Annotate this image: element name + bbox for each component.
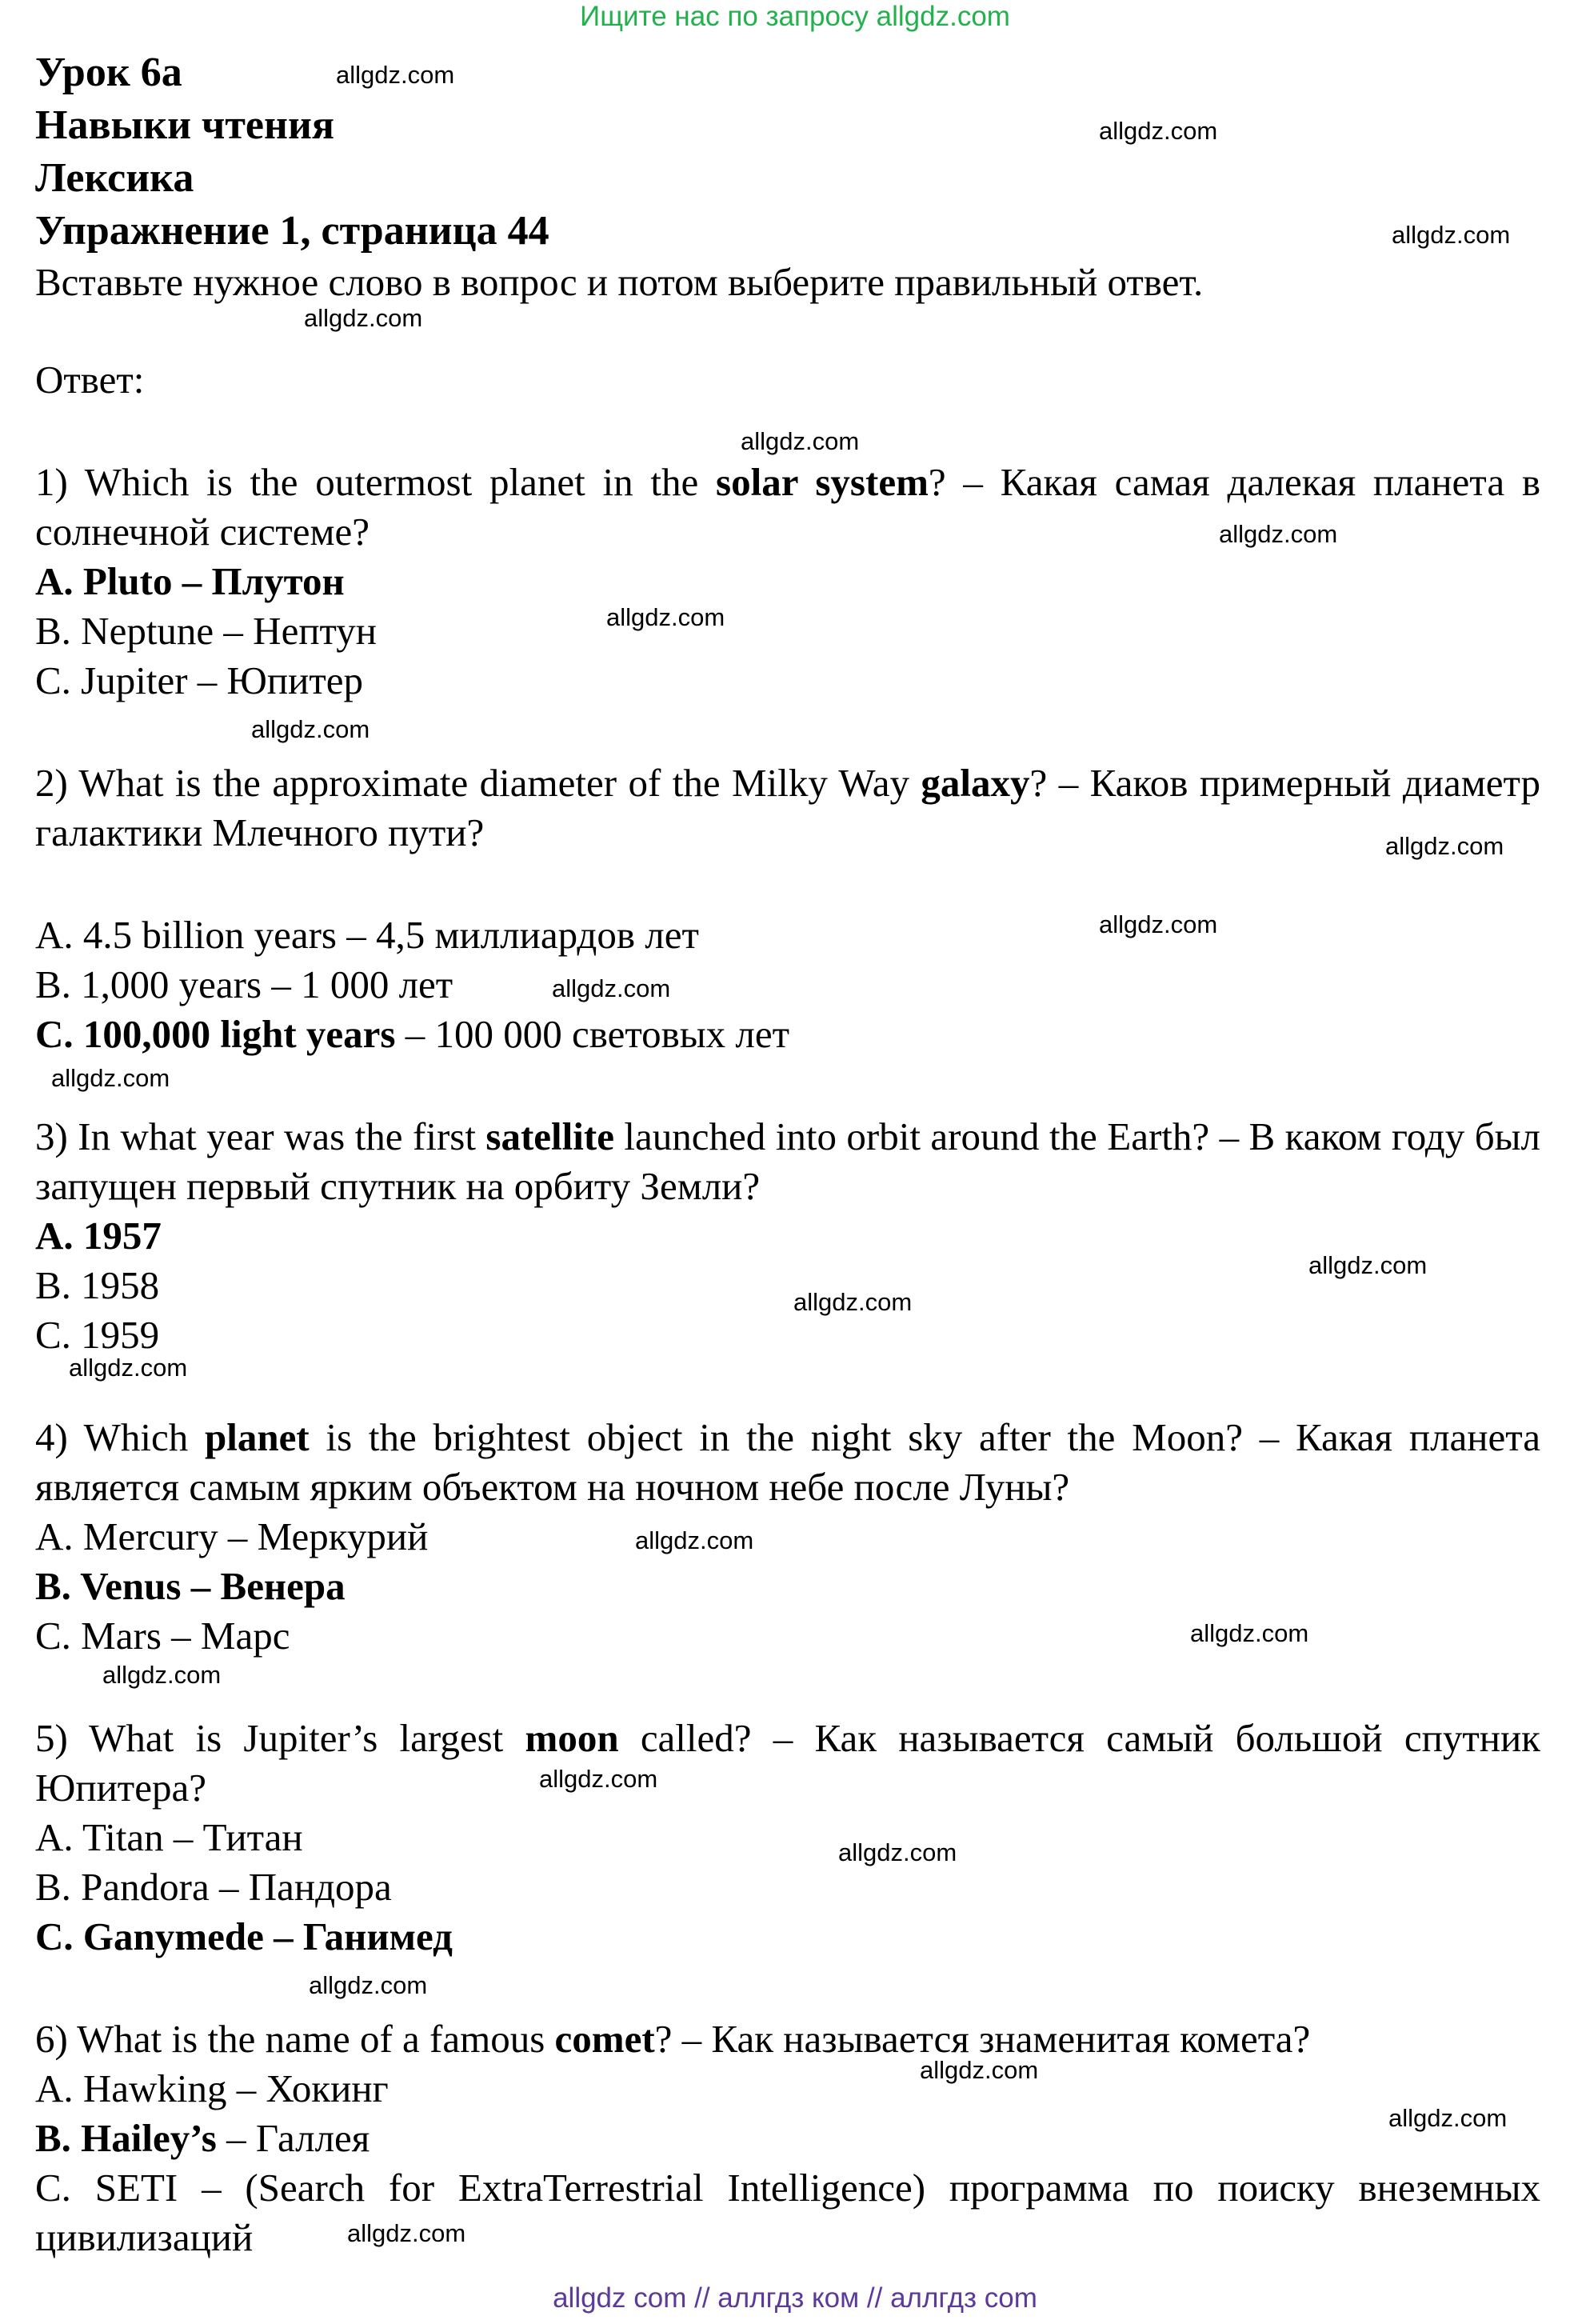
watermark: allgdz.com xyxy=(1099,910,1218,938)
answer-option: B. Hailey’s – Галлея xyxy=(35,2116,370,2160)
answer-label: Ответ: xyxy=(35,358,145,402)
question-block xyxy=(35,758,1540,1059)
question-text: 3) In what year was the first satellite launched into orbit around the Earth? – В каком году был запущен первый спутник на орбиту Земли? xyxy=(35,1114,1540,1208)
instruction: Вставьте нужное слово в вопрос и потом выберите правильный ответ. xyxy=(35,260,1204,304)
answer-option: A. Pluto – Плутон xyxy=(35,559,345,603)
watermark: allgdz.com xyxy=(69,1354,188,1382)
answer-option: C. Jupiter – Юпитер xyxy=(35,658,364,702)
vocab-word: satellite xyxy=(485,1114,614,1158)
watermark: allgdz.com xyxy=(635,1526,754,1554)
answer-option: C. SETI – (Search for ExtraTerrestrial Intelligence) программа по поиску внеземных цивилизаций xyxy=(35,2166,1540,2259)
question-text: 5) What is Jupiter’s largest moon called? – Как называется самый большой спутник Юпитера? xyxy=(35,1716,1540,1810)
answer-option: B. Venus – Венера xyxy=(35,1564,346,1608)
answer-option: C. 1959 xyxy=(35,1313,160,1357)
answer-option: B. 1,000 years – 1 000 лет xyxy=(35,962,453,1006)
question-block xyxy=(35,2014,1540,2262)
watermark: allgdz.com xyxy=(838,1838,957,1866)
answer-option: B. Neptune – Нептун xyxy=(35,609,378,653)
question-block xyxy=(35,1413,1540,1661)
watermark: allgdz.com xyxy=(336,61,455,89)
answer-option: C. Ganymede – Ганимед xyxy=(35,1914,453,1958)
vocab-word: galaxy xyxy=(921,761,1030,805)
question-text: 4) Which planet is the brightest object in the night sky after the Moon? – Какая планета является самым ярким объектом на ночном небе после Луны? xyxy=(35,1415,1540,1509)
answer-option: A. Titan – Титан xyxy=(35,1815,303,1859)
question-text: 1) Which is the outermost planet in the solar system? – Какая самая далекая планета в солнечной системе? xyxy=(35,460,1540,554)
watermark: allgdz.com xyxy=(309,1971,428,1999)
watermark: allgdz.com xyxy=(102,1661,222,1689)
section-title: Навыки чтения xyxy=(35,102,335,148)
lesson-title: Урок 6а xyxy=(35,50,182,95)
watermark: allgdz.com xyxy=(1308,1251,1428,1279)
question-block xyxy=(35,1112,1540,1360)
watermark: allgdz.com xyxy=(1099,117,1218,145)
vocab-word: solar system xyxy=(716,460,929,504)
watermark: allgdz.com xyxy=(793,1288,913,1316)
top-banner: Ищите нас по запросу allgdz.com xyxy=(580,1,1010,32)
answer-option: C. 100,000 light years – 100 000 световых лет xyxy=(35,1012,790,1056)
answer-option: A. 1957 xyxy=(35,1214,162,1258)
watermark: allgdz.com xyxy=(251,715,370,743)
bottom-banner: allgdz com // аллгдз ком // аллгдз com xyxy=(553,2282,1037,2314)
exercise-title: Упражнение 1, страница 44 xyxy=(35,208,549,254)
answer-option: A. Mercury – Меркурий xyxy=(35,1514,429,1558)
watermark: allgdz.com xyxy=(1392,221,1511,249)
watermark: allgdz.com xyxy=(606,603,725,631)
answer-option: A. 4.5 billion years – 4,5 миллиардов лет xyxy=(35,913,699,957)
question-text: 2) What is the approximate diameter of the Milky Way galaxy? – Каков примерный диаметр галактики Млечного пути? xyxy=(35,761,1540,854)
answer-option: B. 1958 xyxy=(35,1263,160,1307)
answer-option: A. Hawking – Хокинг xyxy=(35,2066,389,2110)
vocab-word: planet xyxy=(205,1415,310,1459)
vocab-word: comet xyxy=(554,2017,655,2061)
watermark: allgdz.com xyxy=(1219,520,1338,548)
watermark: allgdz.com xyxy=(51,1064,170,1092)
question-block xyxy=(35,1714,1540,1962)
answer-option: C. Mars – Марс xyxy=(35,1614,290,1658)
question-text: 6) What is the name of a famous comet? – Как называется знаменитая комета? xyxy=(35,2017,1311,2061)
watermark: allgdz.com xyxy=(920,2056,1039,2084)
watermark: allgdz.com xyxy=(304,304,423,332)
watermark: allgdz.com xyxy=(1190,1619,1309,1647)
watermark: allgdz.com xyxy=(347,2219,466,2247)
watermark: allgdz.com xyxy=(1385,832,1504,860)
document-body xyxy=(35,46,1540,2262)
question-block xyxy=(35,458,1540,706)
watermark: allgdz.com xyxy=(741,427,860,455)
answer-option: B. Pandora – Пандора xyxy=(35,1865,392,1909)
vocab-word: moon xyxy=(525,1716,619,1760)
watermark: allgdz.com xyxy=(539,1765,658,1793)
subsection-title: Лексика xyxy=(35,155,194,201)
watermark: allgdz.com xyxy=(552,974,671,1002)
watermark: allgdz.com xyxy=(1388,2104,1508,2132)
